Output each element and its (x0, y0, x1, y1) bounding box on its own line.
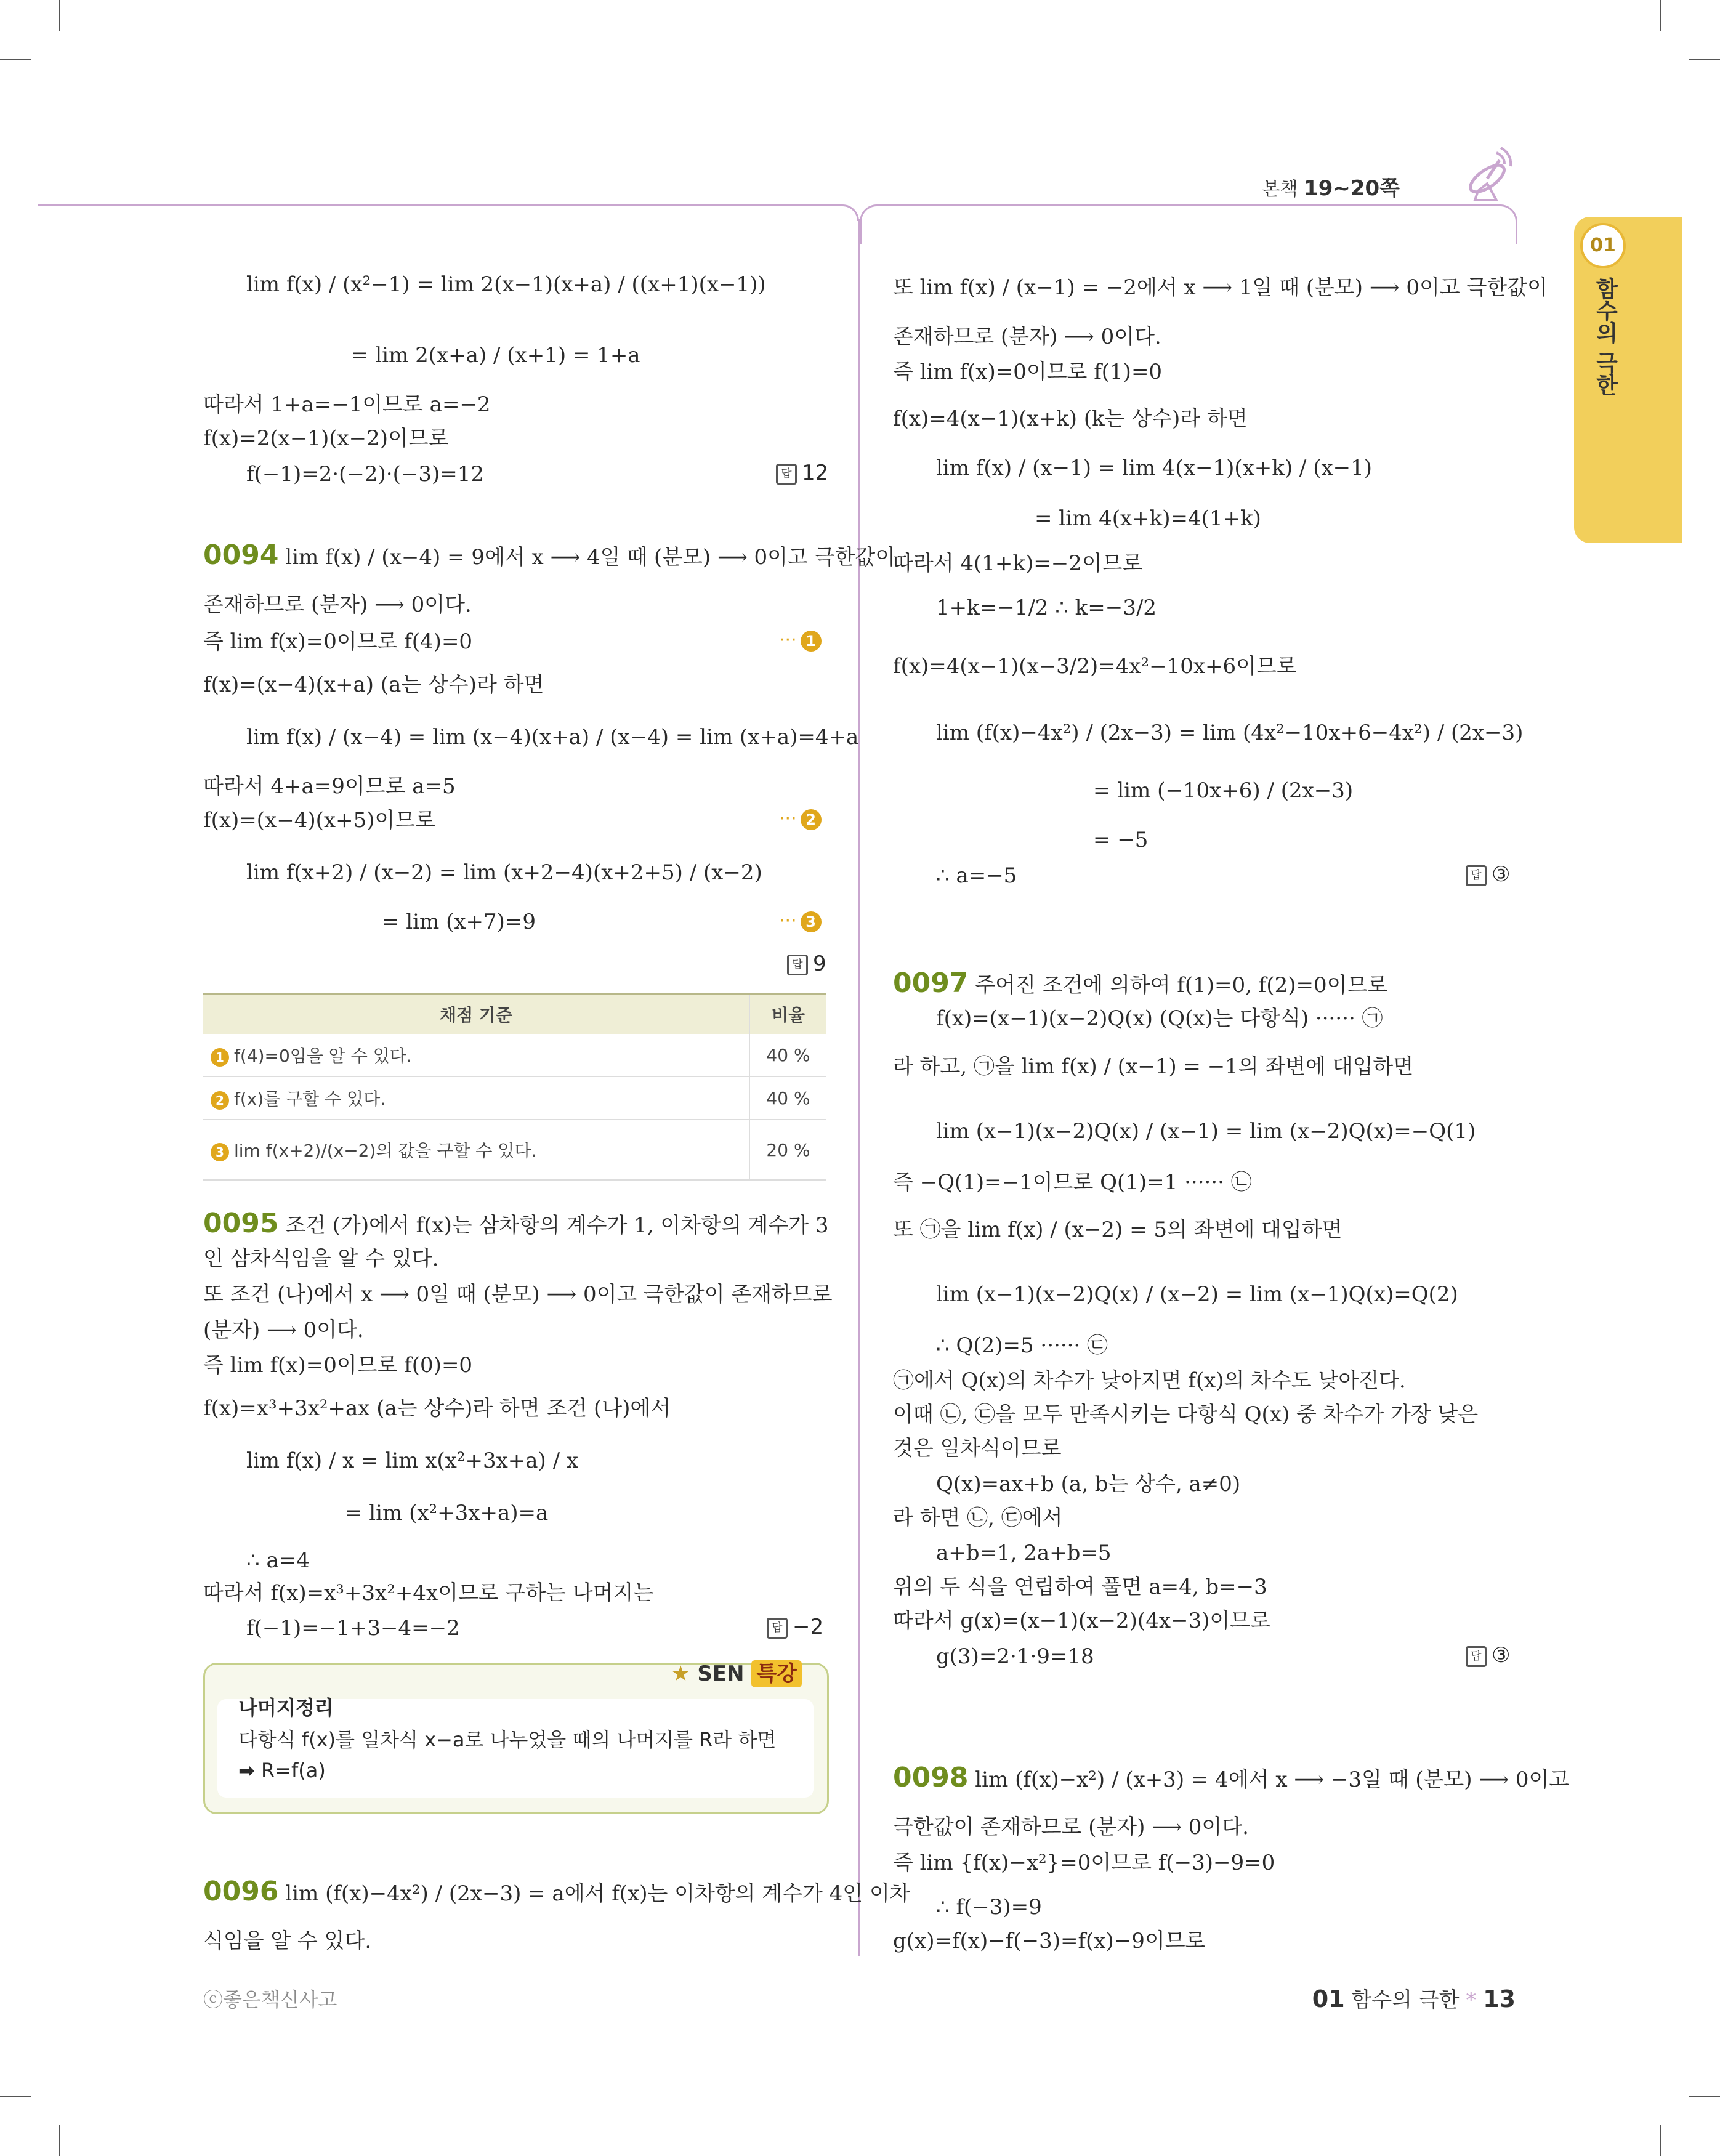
solution-line: ∴ a=4 (246, 1548, 310, 1573)
grading-row (203, 1120, 826, 1180)
solution-line: 따라서 4+a=9이므로 a=5 (203, 774, 456, 799)
problem-number: 0095 (203, 1208, 279, 1239)
satellite-icon (1463, 142, 1518, 209)
solution-line: 위의 두 식을 연립하여 풀면 a=4, b=−3 (893, 1575, 1267, 1599)
problem-number: 0097 (893, 967, 969, 999)
solution-line: g(x)=f(x)−f(−3)=f(x)−9이므로 (893, 1929, 1206, 1953)
solution-line: 또 lim f(x) / (x−1) = −2에서 x ⟶ 1일 때 (분모) ⟶ 0이고 극한값이 (893, 275, 1548, 300)
solution-line: 또 조건 (나)에서 x ⟶ 0일 때 (분모) ⟶ 0이고 극한값이 존재하므로 (203, 1282, 833, 1307)
problem-number: 0094 (203, 539, 279, 571)
grading-row (203, 1076, 826, 1120)
step-marker: ··· 2 (779, 808, 822, 830)
star-icon: ★ (671, 1661, 690, 1686)
step-circle: 1 (211, 1048, 229, 1067)
solution-line: 인 삼차식임을 알 수 있다. (203, 1246, 439, 1271)
chapter-tab-number: 01 (1580, 223, 1626, 268)
solution-line: ∴ f(−3)=9 (936, 1895, 1042, 1920)
problem-0097-line (893, 967, 1388, 999)
answer-12 (776, 461, 828, 485)
answer-minus-2 (767, 1615, 823, 1639)
answer-icon: 답 (1466, 1646, 1487, 1667)
page-ref-book: 본책 (1262, 179, 1298, 200)
step-circle: 3 (211, 1143, 229, 1161)
answer-9 (787, 951, 826, 976)
problem-number: 0098 (893, 1762, 969, 1793)
answer-icon: 답 (787, 955, 808, 975)
answer-value: 12 (802, 461, 829, 485)
solution-line: 존재하므로 (분자) ⟶ 0이다. (893, 325, 1161, 349)
grading-header-criteria: 채점 기준 (203, 994, 749, 1035)
solution-line: ∴ Q(2)=5 ······ ㉢ (936, 1333, 1108, 1358)
solution-line: a+b=1, 2a+b=5 (936, 1541, 1112, 1565)
solution-line: ㉠에서 Q(x)의 차수가 낮아지면 f(x)의 차수도 낮아진다. (893, 1368, 1406, 1393)
crop-mark (0, 59, 31, 60)
solution-line: f(x)=x³+3x²+ax (a는 상수)라 하면 조건 (나)에서 (203, 1396, 671, 1421)
solution-line: 라 하고, ㉠을 lim f(x) / (x−1) = −1의 좌변에 대입하면 (893, 1054, 1414, 1079)
solution-text: 조건 (가)에서 f(x)는 삼차항의 계수가 1, 이차항의 계수가 3 (285, 1213, 829, 1238)
answer-value: 9 (813, 951, 826, 976)
footer-star-icon: * (1466, 1988, 1477, 2013)
problem-0094-line (203, 539, 896, 571)
footer-page-info (1312, 1983, 1516, 2013)
grading-criterion: f(4)=0임을 알 수 있다. (234, 1046, 412, 1066)
solution-line: f(x)=4(x−1)(x−3/2)=4x²−10x+6이므로 (893, 654, 1297, 679)
sen-special-badge (671, 1657, 802, 1687)
problem-number: 0096 (203, 1876, 279, 1907)
solution-line: f(−1)=2·(−2)·(−3)=12 (246, 462, 485, 487)
left-frame-border (38, 204, 859, 221)
answer-3 (1466, 1643, 1510, 1668)
box-line: ➡ R=f(a) (238, 1759, 326, 1782)
solution-line: 즉 lim {f(x)−x²}=0이므로 f(−3)−9=0 (893, 1851, 1275, 1875)
solution-line: = lim 2(x+a) / (x+1) = 1+a (351, 343, 640, 368)
footer-page-number: 13 (1483, 1985, 1516, 2013)
crop-mark (0, 2096, 31, 2097)
solution-line: 또 ㉠을 lim f(x) / (x−2) = 5의 좌변에 대입하면 (893, 1217, 1342, 1242)
solution-line: 즉 −Q(1)=−1이므로 Q(1)=1 ······ ㉡ (893, 1170, 1252, 1195)
badge-special: 특강 (751, 1660, 802, 1687)
solution-line: lim f(x) / (x²−1) = lim 2(x−1)(x+a) / ((x+1)(x−1)) (246, 272, 766, 297)
solution-text: lim (f(x)−x²) / (x+3) = 4에서 x ⟶ −3일 때 (분모) ⟶ 0이고 (975, 1767, 1570, 1792)
step-marker: ··· 1 (779, 629, 822, 652)
solution-line: 즉 lim f(x)=0이므로 f(4)=0 (203, 629, 473, 654)
badge-sen: SEN (697, 1661, 745, 1686)
solution-line: g(3)=2·1·9=18 (936, 1644, 1094, 1669)
crop-mark (59, 2125, 60, 2156)
solution-line: 1+k=−1/2 ∴ k=−3/2 (936, 596, 1157, 620)
grading-ratio: 40 % (749, 1076, 826, 1120)
solution-line: = lim (x+7)=9 (382, 910, 536, 934)
footer-chapter-num: 01 (1312, 1985, 1345, 2013)
page-reference (1262, 171, 1400, 201)
box-title: 나머지정리 (238, 1696, 334, 1719)
crop-mark (59, 0, 60, 31)
column-divider (858, 219, 860, 1956)
solution-line: 식임을 알 수 있다. (203, 1929, 372, 1953)
grading-criterion: f(x)를 구할 수 있다. (234, 1089, 386, 1109)
crop-mark (1689, 59, 1720, 60)
answer-icon: 답 (776, 464, 797, 485)
solution-line: Q(x)=ax+b (a, b는 상수, a≠0) (936, 1472, 1241, 1496)
solution-line: 이때 ㉡, ㉢을 모두 만족시키는 다항식 Q(x) 중 차수가 가장 낮은 (893, 1402, 1479, 1427)
grading-ratio: 20 % (749, 1120, 826, 1180)
solution-line: f(x)=(x−1)(x−2)Q(x) (Q(x)는 다항식) ······ ㉠ (936, 1006, 1383, 1031)
grading-row (203, 1034, 826, 1076)
solution-line: 라 하면 ㉡, ㉢에서 (893, 1506, 1063, 1530)
solution-line: lim (f(x)−4x²) / (2x−3) = lim (4x²−10x+6−4x²) / (2x−3) (936, 721, 1524, 745)
answer-value: ③ (1492, 1643, 1511, 1668)
solution-line: f(x)=4(x−1)(x+k) (k는 상수)라 하면 (893, 406, 1248, 431)
answer-icon: 답 (767, 1618, 788, 1639)
solution-text: lim f(x) / (x−4) = 9에서 x ⟶ 4일 때 (분모) ⟶ 0이고 극한값이 (285, 545, 896, 570)
solution-line: 따라서 g(x)=(x−1)(x−2)(4x−3)이므로 (893, 1609, 1270, 1633)
grading-criterion: lim f(x+2)/(x−2)의 값을 구할 수 있다. (234, 1141, 537, 1161)
answer-value: −2 (793, 1615, 824, 1639)
solution-line: 극한값이 존재하므로 (분자) ⟶ 0이다. (893, 1815, 1249, 1839)
solution-line: = lim 4(x+k)=4(1+k) (1035, 506, 1261, 531)
solution-line: f(x)=(x−4)(x+a) (a는 상수)라 하면 (203, 672, 544, 697)
step-circle: 2 (211, 1091, 229, 1110)
solution-line: f(x)=2(x−1)(x−2)이므로 (203, 426, 449, 451)
solution-line: lim f(x) / (x−1) = lim 4(x−1)(x+k) / (x−1) (936, 456, 1373, 480)
solution-line: (분자) ⟶ 0이다. (203, 1318, 364, 1342)
footer-chapter-title: 함수의 극한 (1351, 1988, 1460, 2013)
solution-line: lim f(x) / (x−4) = lim (x−4)(x+a) / (x−4) = lim (x+a)=4+a (246, 725, 859, 749)
grading-ratio: 40 % (749, 1034, 826, 1076)
solution-text: lim (f(x)−4x²) / (2x−3) = a에서 f(x)는 이차항의 계수가 4인 이차 (285, 1881, 910, 1906)
answer-3 (1466, 862, 1510, 887)
solution-line: = lim (x²+3x+a)=a (345, 1501, 549, 1525)
crop-mark (1660, 2125, 1661, 2156)
footer-copyright: ⓒ좋은책신사고 (203, 1988, 337, 2011)
step-marker: ··· 3 (779, 910, 822, 932)
solution-line: f(−1)=−1+3−4=−2 (246, 1616, 460, 1641)
crop-mark (1660, 0, 1661, 31)
box-line: 다항식 f(x)를 일차식 x−a로 나누었을 때의 나머지를 R라 하면 (238, 1728, 777, 1751)
solution-line: f(x)=(x−4)(x+5)이므로 (203, 808, 435, 833)
right-frame-border (860, 204, 1517, 244)
page-ref-pages: 19~20쪽 (1304, 176, 1400, 201)
solution-line: 즉 lim f(x)=0이므로 f(1)=0 (893, 360, 1163, 384)
solution-line: 따라서 4(1+k)=−2이므로 (893, 551, 1143, 576)
solution-line: ∴ a=−5 (936, 863, 1017, 888)
answer-value: ③ (1492, 862, 1511, 887)
grading-header-row (203, 994, 826, 1035)
solution-line: lim (x−1)(x−2)Q(x) / (x−2) = lim (x−1)Q(x)=Q(2) (936, 1282, 1458, 1307)
solution-line: 따라서 1+a=−1이므로 a=−2 (203, 392, 491, 417)
grading-table (203, 993, 826, 1181)
solution-text: 주어진 조건에 의하여 f(1)=0, f(2)=0이므로 (975, 973, 1388, 998)
solution-line: = lim (−10x+6) / (2x−3) (1093, 778, 1354, 803)
solution-line: lim f(x) / x = lim x(x²+3x+a) / x (246, 1448, 579, 1473)
crop-mark (1689, 2096, 1720, 2097)
problem-0098-line (893, 1764, 1569, 1793)
solution-line: 따라서 f(x)=x³+3x²+4x이므로 구하는 나머지는 (203, 1581, 654, 1605)
grading-header-ratio: 비율 (749, 994, 826, 1035)
solution-line: = −5 (1093, 828, 1149, 852)
answer-icon: 답 (1466, 865, 1487, 886)
problem-0096-line (203, 1878, 910, 1907)
solution-line: 존재하므로 (분자) ⟶ 0이다. (203, 592, 472, 617)
solution-line: 즉 lim f(x)=0이므로 f(0)=0 (203, 1353, 473, 1378)
solution-line: lim (x−1)(x−2)Q(x) / (x−1) = lim (x−2)Q(x)=−Q(1) (936, 1119, 1476, 1144)
solution-line: 것은 일차식이므로 (893, 1436, 1062, 1461)
problem-0095-line (203, 1210, 829, 1239)
solution-line: lim f(x+2) / (x−2) = lim (x+2−4)(x+2+5) / (x−2) (246, 860, 762, 885)
chapter-tab-title: 함수의 극한 (1593, 277, 1618, 396)
